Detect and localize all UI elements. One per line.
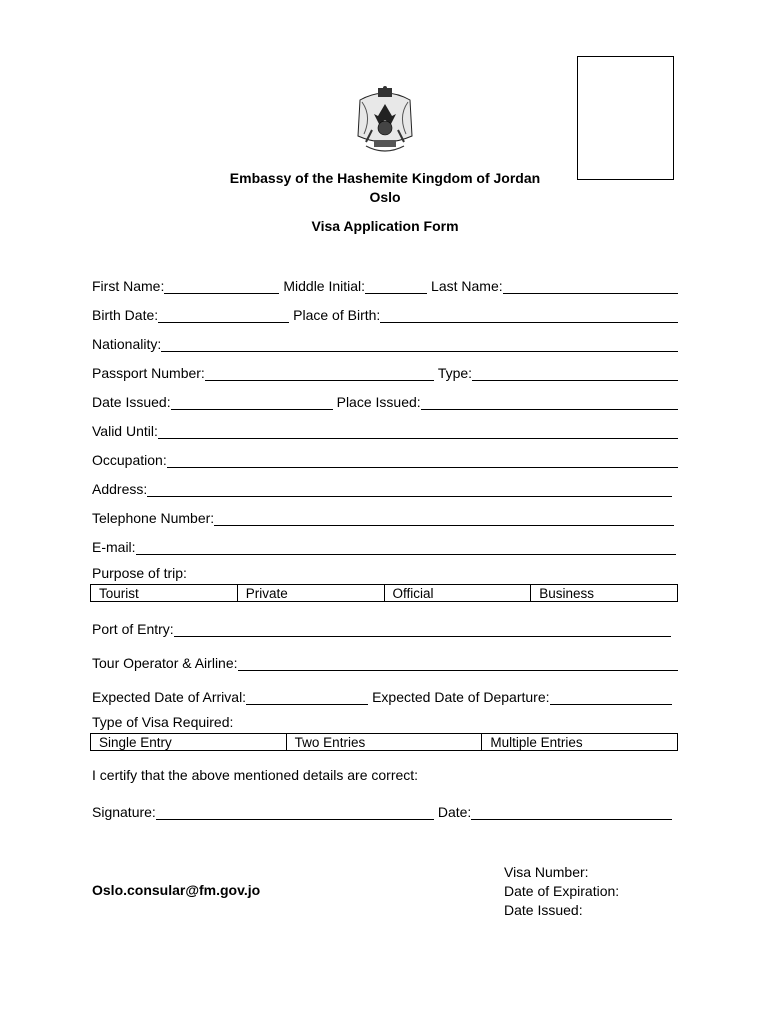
tour-operator-label: Tour Operator & Airline: xyxy=(92,655,238,671)
form-title: Visa Application Form xyxy=(311,218,459,234)
first-name-field[interactable] xyxy=(164,279,279,294)
tour-operator-row xyxy=(92,651,678,671)
email-label: E-mail: xyxy=(92,539,136,555)
email-field[interactable] xyxy=(136,540,676,555)
port-of-entry-row xyxy=(92,617,671,637)
departure-label: Expected Date of Departure: xyxy=(372,689,550,705)
birth-row xyxy=(92,303,678,323)
address-row xyxy=(92,477,672,497)
valid-until-label: Valid Until: xyxy=(92,423,158,439)
nationality-field[interactable] xyxy=(161,337,678,352)
birth-date-field[interactable] xyxy=(158,308,289,323)
occupation-label: Occupation: xyxy=(92,452,167,468)
port-of-entry-label: Port of Entry: xyxy=(92,621,174,637)
type-field[interactable] xyxy=(472,366,678,381)
purpose-option-official[interactable]: Official xyxy=(385,585,532,601)
departure-field[interactable] xyxy=(550,690,672,705)
jordan-coat-of-arms-icon xyxy=(352,86,418,156)
date-field[interactable] xyxy=(471,805,672,820)
occupation-row xyxy=(92,448,678,468)
place-issued-label: Place Issued: xyxy=(336,394,421,410)
visa-option-multiple[interactable]: Multiple Entries xyxy=(490,735,583,750)
telephone-row xyxy=(92,506,674,526)
purpose-label: Purpose of trip: xyxy=(92,565,187,581)
place-of-birth-field[interactable] xyxy=(380,308,678,323)
email-row xyxy=(92,535,676,555)
expiration-label: Date of Expiration: xyxy=(504,883,620,899)
last-name-field[interactable] xyxy=(503,279,678,294)
embassy-title: Embassy of the Hashemite Kingdom of Jordan xyxy=(229,170,541,186)
type-label: Type: xyxy=(437,365,473,381)
passport-number-field[interactable] xyxy=(205,366,434,381)
purpose-option-business[interactable]: Business xyxy=(539,586,595,601)
issue-row xyxy=(92,390,678,410)
purpose-option-tourist[interactable]: Tourist xyxy=(91,585,238,601)
telephone-label: Telephone Number: xyxy=(92,510,215,526)
valid-until-row xyxy=(92,419,678,439)
date-issued-field[interactable] xyxy=(171,395,333,410)
visa-number-label: Visa Number: xyxy=(504,864,589,880)
address-field[interactable] xyxy=(147,482,672,497)
place-of-birth-label: Place of Birth: xyxy=(293,307,381,323)
port-of-entry-field[interactable] xyxy=(174,622,671,637)
photo-box xyxy=(577,56,674,180)
valid-until-field[interactable] xyxy=(158,424,678,439)
address-label: Address: xyxy=(92,481,148,497)
last-name-label: Last Name: xyxy=(431,278,503,294)
first-name-label: First Name: xyxy=(92,278,165,294)
middle-initial-field[interactable] xyxy=(365,279,427,294)
visa-type-label: Type of Visa Required: xyxy=(92,714,234,730)
signature-field[interactable] xyxy=(156,805,434,820)
date-label: Date: xyxy=(437,804,472,820)
passport-row xyxy=(92,361,678,381)
visa-option-single[interactable]: Single Entry xyxy=(91,734,287,750)
occupation-field[interactable] xyxy=(167,453,678,468)
certify-text: I certify that the above mentioned details are correct: xyxy=(92,767,419,783)
date-issued-label: Date Issued: xyxy=(92,394,171,410)
travel-dates-row xyxy=(92,685,672,705)
visa-option-two[interactable]: Two Entries xyxy=(287,734,483,750)
arrival-field[interactable] xyxy=(246,690,368,705)
passport-number-label: Passport Number: xyxy=(92,365,205,381)
signature-row xyxy=(92,800,672,820)
purpose-options xyxy=(90,584,678,602)
telephone-field[interactable] xyxy=(214,511,674,526)
arrival-label: Expected Date of Arrival: xyxy=(92,689,247,705)
nationality-label: Nationality: xyxy=(92,336,162,352)
name-row xyxy=(92,274,678,294)
contact-email[interactable]: Oslo.consular@fm.gov.jo xyxy=(92,882,261,898)
nationality-row xyxy=(92,332,678,352)
place-issued-field[interactable] xyxy=(421,395,678,410)
birth-date-label: Birth Date: xyxy=(92,307,159,323)
signature-label: Signature: xyxy=(92,804,156,820)
middle-initial-label: Middle Initial: xyxy=(283,278,366,294)
purpose-option-private[interactable]: Private xyxy=(238,585,385,601)
tour-operator-field[interactable] xyxy=(238,656,678,671)
office-date-issued-label: Date Issued: xyxy=(504,902,583,918)
visa-type-options xyxy=(90,733,678,751)
city-title: Oslo xyxy=(369,189,401,205)
